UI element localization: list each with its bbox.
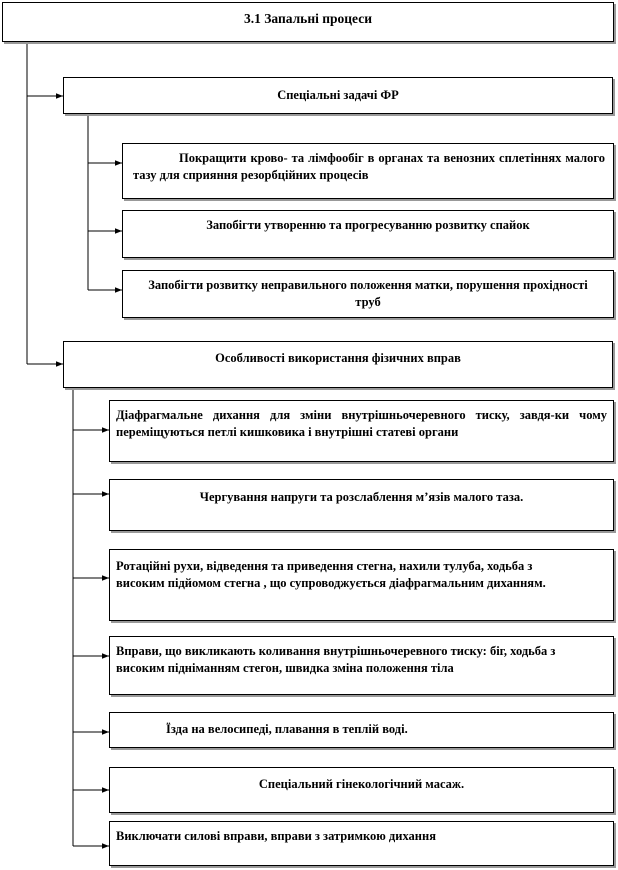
group2-heading-text: Особливості використання фізичних вправ	[215, 351, 461, 365]
group1-item-2-text: Запобігти утворенню та прогресуванню розвитку спайок	[206, 218, 530, 232]
group2-item-7-text: Виключати силові вправи, вправи з затримкою дихання	[116, 829, 436, 843]
group1-item-1	[122, 143, 614, 199]
group2-item-1	[109, 400, 614, 462]
group1-item-3	[122, 270, 614, 318]
group1-heading-text: Спеціальні задачі ФР	[277, 88, 399, 102]
group2-item-6	[109, 767, 614, 813]
group2-item-6-text: Спеціальний гінекологічний масаж.	[258, 777, 465, 791]
title-text: 3.1 Запальні процеси	[244, 10, 372, 26]
group1-item-3-text: Запобігти розвитку неправильного положення матки, порушення прохідності труб	[148, 278, 588, 309]
group2-item-5	[109, 712, 614, 748]
group2-item-5-text: Їзда на велосипеді, плавання в теплій воді.	[166, 722, 408, 736]
group2-item-3	[109, 549, 614, 621]
group1-item-2	[122, 210, 614, 258]
group2-item-1-text: Діафрагмальне дихання для зміни внутрішньочеревного тиску, завдя-ки чому переміщуються петлі кишковика і внутрішні статеві органи	[116, 408, 607, 439]
group2-item-2	[109, 479, 614, 531]
group1-heading-box	[63, 77, 613, 114]
group2-item-3-text: Ротаційні рухи, відведення та приведення стегна, нахили тулуба, ходьба з високим підйомом стегна , що супроводжується діафрагмальним диханням.	[116, 559, 546, 590]
group2-item-2-text: Чергування напруги та розслаблення м’язів малого таза.	[199, 490, 524, 504]
group2-item-4	[109, 636, 614, 695]
group2-item-4-text: Вправи, що викликають коливання внутрішньочеревного тиску: біг, ходьба з високим підніманням стегон, швидка зміна положення тіла	[116, 644, 556, 675]
group2-item-7	[109, 821, 614, 866]
title-box	[2, 2, 614, 42]
group1-item-1-text: Покращити крово- та лімфообіг в органах та венозних сплетіннях малого тазу для сприяння резорбційних процесів	[133, 151, 605, 182]
group2-heading-box	[63, 341, 613, 388]
